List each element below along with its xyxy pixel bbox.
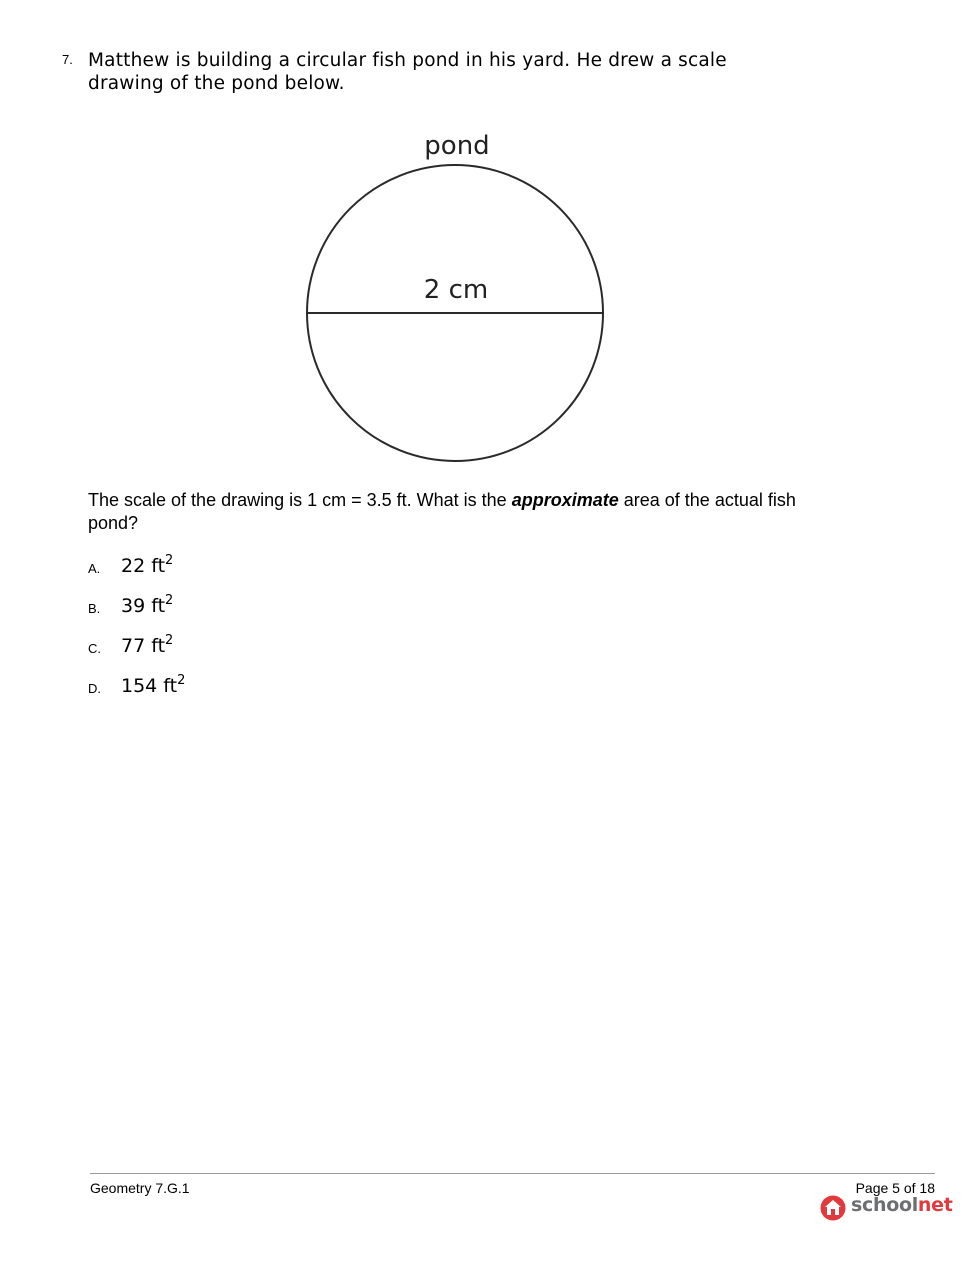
- choice-letter: B.: [88, 601, 101, 616]
- choice-value: 77 $ft^2$: [121, 633, 174, 657]
- answer-choice-b[interactable]: [88, 595, 288, 621]
- answer-choice-d[interactable]: [88, 675, 288, 701]
- choice-value: 22 $ft^2$: [121, 553, 174, 577]
- choice-value: 154 $ft^2$: [121, 673, 186, 697]
- diameter-label: 2 cm: [423, 275, 489, 305]
- prompt-text-after: area of the actual fish pond?: [88, 490, 796, 533]
- page-number: Page 5 of 18: [855, 1180, 935, 1196]
- logo-wordmark: schoolnet: [851, 1194, 953, 1216]
- house-icon: [820, 1195, 846, 1221]
- prompt-text-before: The scale of the drawing is 1 cm = 3.5 ft. What is the: [88, 490, 512, 510]
- schoolnet-logo: [820, 1194, 953, 1224]
- question-number: 7.: [62, 52, 73, 67]
- footer-divider: [90, 1173, 935, 1174]
- question-stem: Matthew is building a circular fish pond in his yard. He drew a scale drawing of the pond below.: [88, 50, 727, 94]
- answer-choice-a[interactable]: [88, 555, 288, 581]
- choice-letter: D.: [88, 681, 101, 696]
- pond-title: pond: [424, 131, 490, 161]
- question-prompt: [88, 489, 848, 535]
- prompt-emphasis: approximate: [511, 490, 619, 510]
- choice-value: 39 $ft^2$: [121, 593, 174, 617]
- footer-standard: Geometry 7.G.1: [90, 1180, 190, 1196]
- pond-diagram: [290, 120, 630, 470]
- choice-letter: A.: [88, 561, 101, 576]
- pond-figure: [290, 120, 630, 470]
- answer-choice-c[interactable]: [88, 635, 288, 661]
- choice-letter: C.: [88, 641, 101, 656]
